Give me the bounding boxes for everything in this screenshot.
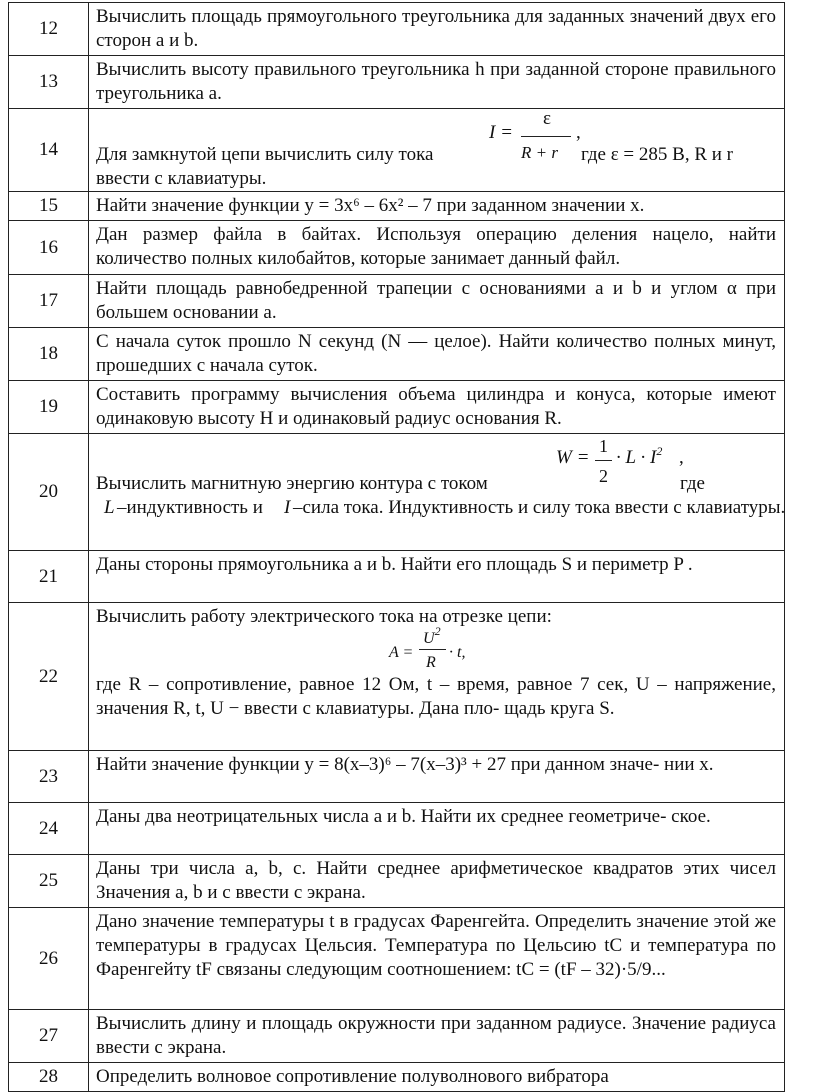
fraction-line [595,460,612,461]
task-table [8,2,785,1092]
task-text: Вычислить площадь прямоугольного треугольника для заданных значений двух его сторон a и b. [89,3,785,56]
row-number: 27 [9,1010,89,1063]
formula-exponent: 2 [656,444,663,458]
table-row [9,381,785,434]
task-text-part: Вычислить работу электрического тока на отрезке цепи: [96,606,552,627]
formula-lhs: A = [389,644,414,661]
task-text: Вычислить длину и площадь окружности при заданном радиусе. Значение радиуса ввести с экрана. [89,1010,785,1063]
formula-denominator: R [426,654,436,671]
task-text: Найти значение функции y = 3x⁶ – 6x² – 7 при заданном значении x. [89,192,785,221]
row-number: 26 [9,908,89,1010]
table-row [9,751,785,803]
task-text-part: где ε = 285 В, R и r [581,144,733,165]
formula-lhs: I = [489,122,513,143]
task-text: Дано значение температуры t в градусах Фаренгейта. Определить значение этой же температуры в градусах Цельсия. Температура по Цельсию tC и температура по Фаренгейту tF связаны следующим соотношением: tC = (tF – 32)·5/9... [89,908,785,1010]
task-text-part: Вычислить магнитную энергию контура с током [96,473,488,494]
formula-numerator: 1 [599,436,608,456]
task-text: Вычислить высоту правильного треугольника h при заданной стороне правильного треугольника a. [89,56,785,109]
formula-variable: I [284,497,291,518]
formula-denominator: R + r [521,143,558,162]
row-number: 23 [9,751,89,803]
row-number: 25 [9,855,89,908]
task-text [89,434,785,551]
task-text [89,603,785,751]
row-number: 21 [9,551,89,603]
table-row [9,803,785,855]
formula-tail: , [679,447,684,468]
row-number: 19 [9,381,89,434]
fraction-line [419,649,446,650]
formula-rest [616,446,662,470]
table-row [9,908,785,1010]
table-row [9,192,785,221]
task-text: С начала суток прошло N секунд (N — целое). Найти количество полных минут, прошедших с начала суток. [89,328,785,381]
row-number: 13 [9,56,89,109]
table-row [9,551,785,603]
task-text: Найти площадь равнобедренной трапеции с основаниями a и b и углом α при большем основании a. [89,275,785,328]
table-row [9,221,785,275]
task-text-part: Для замкнутой цепи вычислить силу тока [96,144,434,165]
row-number: 22 [9,603,89,751]
row-number: 16 [9,221,89,275]
table-row [9,3,785,56]
task-text: Составить программу вычисления объема цилиндра и конуса, которые имеют одинаковую высоту H и одинаковый радиус основания R. [89,381,785,434]
formula-numerator [423,624,441,651]
task-text [89,109,785,192]
row-number: 15 [9,192,89,221]
task-text: Дан размер файла в байтах. Используя операцию деления нацело, найти количество полных килобайтов, которые занимает данный файл. [89,221,785,275]
formula-tail: , [576,122,581,143]
row-number: 24 [9,803,89,855]
table-row [9,434,785,551]
formula-lhs: W = [556,447,590,468]
formula-numerator: ε [543,108,551,129]
row-number: 18 [9,328,89,381]
table-row [9,855,785,908]
task-text-part: –сила тока. Индуктивность и силу тока ввести с клавиатуры. [293,497,786,518]
row-number: 17 [9,275,89,328]
table-row [9,1010,785,1063]
task-text: Даны стороны прямоугольника a и b. Найти его площадь S и периметр P . [89,551,785,603]
formula-block [96,624,776,673]
fraction-line [521,136,571,137]
task-text: Даны три числа a, b, c. Найти среднее арифметическое квадратов этих чисел Значения a, b и c ввести с экрана. [89,855,785,908]
task-text-part: где [680,473,705,494]
formula-rest: · t, [449,644,466,661]
formula-variable: L [104,497,115,518]
table-row [9,275,785,328]
formula-denominator: 2 [599,466,608,486]
table-row [9,1063,785,1092]
task-text-part: где R – сопротивление, равное 12 Ом, t – время, равное 7 сек, U – напряжение, значения R, t, U − ввести с клавиатуры. Дана пло- щадь круга S. [96,674,776,719]
task-text: Определить волновое сопротивление полуволнового вибратора [89,1063,785,1092]
row-number: 14 [9,109,89,192]
formula-rest-text: · L · I [616,447,657,468]
table-row [9,328,785,381]
formula-exponent: 2 [434,624,441,638]
formula-numerator-text: U [423,630,435,647]
table-row [9,109,785,192]
task-text-part: –индуктивность и [117,497,263,518]
task-text-part: ввести с клавиатуры. [96,168,267,189]
task-text: Найти значение функции y = 8(x–3)⁶ – 7(x–3)³ + 27 при данном значе- нии x. [89,751,785,803]
row-number: 28 [9,1063,89,1092]
table-row [9,603,785,751]
row-number: 20 [9,434,89,551]
task-text: Даны два неотрицательных числа a и b. Найти их среднее геометриче- ское. [89,803,785,855]
row-number: 12 [9,3,89,56]
table-row [9,56,785,109]
